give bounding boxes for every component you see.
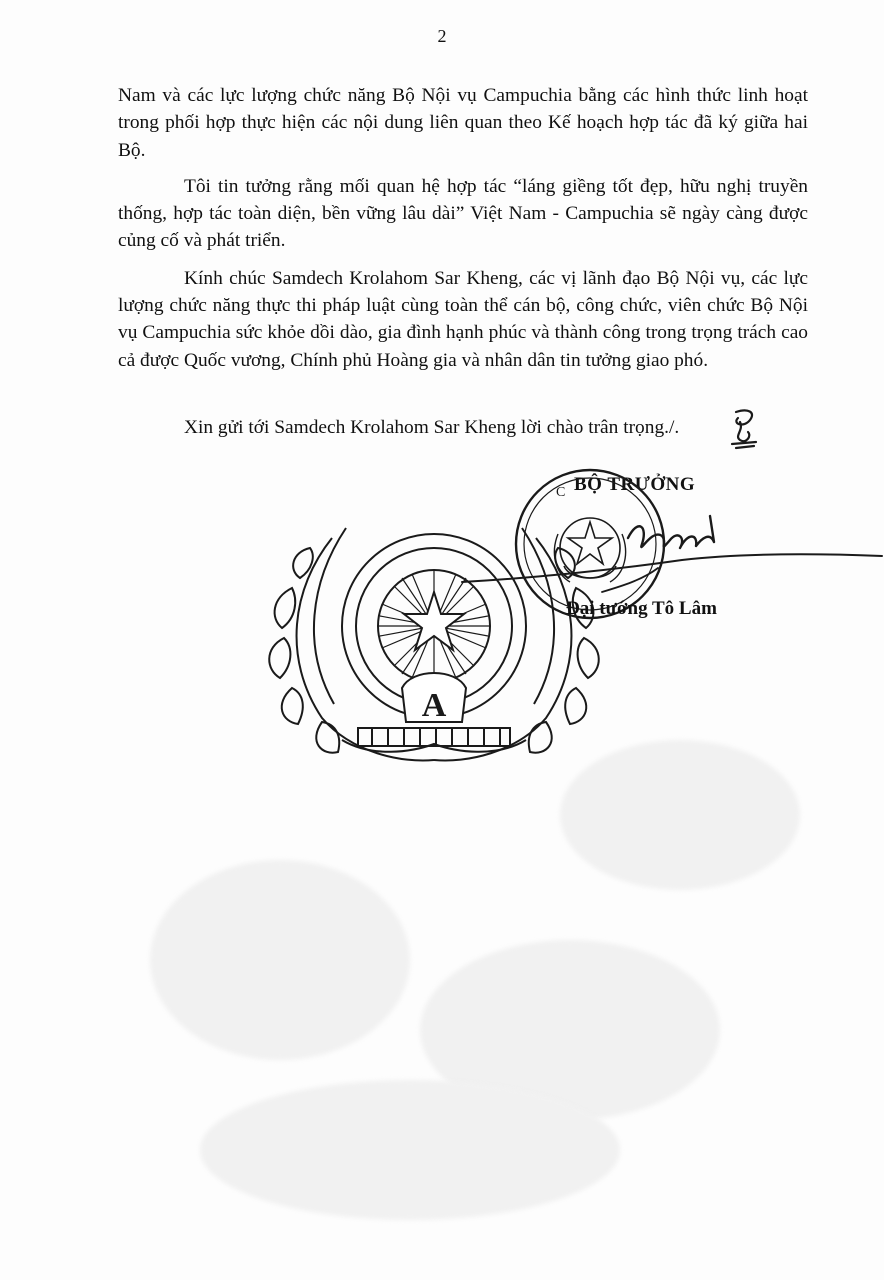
closing-line: Xin gửi tới Samdech Krolahom Sar Kheng lời chào trân trọng./. xyxy=(184,417,680,438)
signer-name: Đại tướng Tô Lâm xyxy=(566,598,717,619)
paragraph: Tôi tin tưởng rằng mối quan hệ hợp tác “láng giềng tốt đẹp, hữu nghị truyền thống, hợp tác toàn diện, bền vững lâu dài” Việt Nam - Campuchia sẽ ngày càng được củng cố và phát triển. xyxy=(118,175,808,252)
handwritten-signature xyxy=(452,498,884,602)
page-number: 2 xyxy=(437,26,447,46)
seal-letter: C xyxy=(556,485,566,500)
signer-title: BỘ TRƯỞNG xyxy=(574,474,696,495)
letter-body xyxy=(118,82,808,384)
paragraph: Kính chúc Samdech Krolahom Sar Kheng, các vị lãnh đạo Bộ Nội vụ, các lực lượng chức năng thực thi pháp luật cùng toàn thể cán bộ, công chức, viên chức Bộ Nội vụ Campuchia sức khỏe dồi dào, gia đình hạnh phúc và thành công trong trọng trách cao cả được Quốc vương, Chính phủ Hoàng gia và nhân dân tin tưởng giao phó. xyxy=(118,267,808,371)
background-shadow xyxy=(200,1080,620,1220)
paragraph: Nam và các lực lượng chức năng Bộ Nội vụ Campuchia bằng các hình thức linh hoạt trong phối hợp thực hiện các nội dung liên quan theo Kế hoạch hợp tác đã ký giữa hai Bộ. xyxy=(118,85,808,161)
initials-mark xyxy=(726,406,762,452)
emblem-letter: A xyxy=(421,687,447,724)
background-shadow xyxy=(150,860,410,1060)
